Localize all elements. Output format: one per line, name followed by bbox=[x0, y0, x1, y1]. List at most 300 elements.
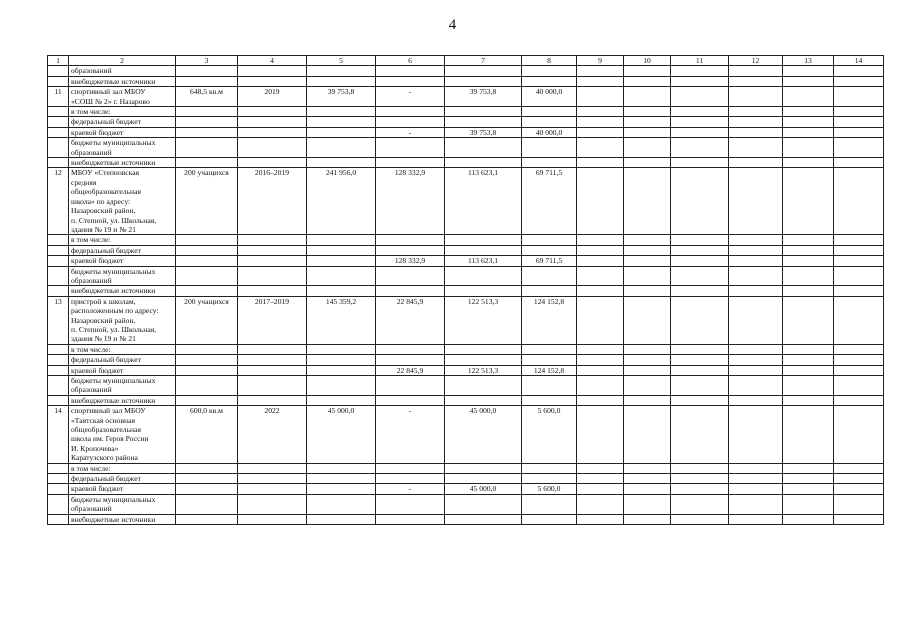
value-cell bbox=[376, 514, 445, 524]
row-number-cell bbox=[48, 514, 69, 524]
description-cell: спортивный зал МБОУ «СОШ № 2» г. Назарово bbox=[69, 87, 176, 107]
table-row bbox=[48, 286, 884, 296]
empty-cell bbox=[624, 514, 671, 524]
row-number-cell bbox=[48, 158, 69, 168]
empty-cell bbox=[577, 484, 624, 494]
value-cell bbox=[376, 344, 445, 354]
value-cell bbox=[445, 355, 522, 365]
empty-cell bbox=[783, 286, 834, 296]
empty-cell bbox=[834, 484, 884, 494]
value-cell: 648,5 кв.м bbox=[176, 87, 238, 107]
empty-cell bbox=[834, 406, 884, 463]
empty-cell bbox=[783, 66, 834, 76]
empty-cell bbox=[834, 494, 884, 514]
empty-cell bbox=[577, 87, 624, 107]
value-cell: 600,0 кв.м bbox=[176, 406, 238, 463]
value-cell bbox=[376, 494, 445, 514]
table-row bbox=[48, 107, 884, 117]
empty-cell bbox=[577, 286, 624, 296]
empty-cell bbox=[671, 256, 729, 266]
row-number-cell bbox=[48, 344, 69, 354]
value-cell bbox=[445, 117, 522, 127]
value-cell bbox=[376, 138, 445, 158]
value-cell bbox=[176, 365, 238, 375]
empty-cell bbox=[729, 127, 783, 137]
value-cell bbox=[376, 76, 445, 86]
table-row bbox=[48, 168, 884, 235]
empty-cell bbox=[671, 355, 729, 365]
empty-cell bbox=[729, 365, 783, 375]
empty-cell bbox=[671, 344, 729, 354]
row-number-cell bbox=[48, 138, 69, 158]
value-cell bbox=[307, 245, 376, 255]
empty-cell bbox=[624, 395, 671, 405]
empty-cell bbox=[624, 484, 671, 494]
description-cell: краевой бюджет bbox=[69, 484, 176, 494]
header-cell: 14 bbox=[834, 56, 884, 66]
description-cell: краевой бюджет bbox=[69, 256, 176, 266]
empty-cell bbox=[671, 76, 729, 86]
empty-cell bbox=[834, 158, 884, 168]
empty-cell bbox=[834, 344, 884, 354]
value-cell bbox=[445, 494, 522, 514]
empty-cell bbox=[729, 484, 783, 494]
value-cell bbox=[445, 514, 522, 524]
empty-cell bbox=[834, 117, 884, 127]
row-number-cell bbox=[48, 463, 69, 473]
row-number-cell: 12 bbox=[48, 168, 69, 235]
table-row bbox=[48, 463, 884, 473]
empty-cell bbox=[834, 127, 884, 137]
table-row bbox=[48, 138, 884, 158]
empty-cell bbox=[783, 463, 834, 473]
value-cell bbox=[376, 355, 445, 365]
empty-cell bbox=[577, 117, 624, 127]
value-cell: 2022 bbox=[238, 406, 307, 463]
row-number-cell bbox=[48, 245, 69, 255]
value-cell bbox=[238, 365, 307, 375]
empty-cell bbox=[671, 87, 729, 107]
value-cell bbox=[522, 463, 577, 473]
header-cell: 5 bbox=[307, 56, 376, 66]
value-cell bbox=[445, 138, 522, 158]
value-cell bbox=[307, 514, 376, 524]
empty-cell bbox=[577, 256, 624, 266]
value-cell bbox=[522, 266, 577, 286]
empty-cell bbox=[783, 376, 834, 396]
table-row bbox=[48, 127, 884, 137]
empty-cell bbox=[783, 168, 834, 235]
value-cell bbox=[376, 266, 445, 286]
value-cell bbox=[445, 266, 522, 286]
value-cell bbox=[176, 66, 238, 76]
value-cell bbox=[176, 76, 238, 86]
value-cell: 5 600,0 bbox=[522, 406, 577, 463]
table-row bbox=[48, 376, 884, 396]
description-cell: МБОУ «Степновская средняя общеобразовательная школа» по адресу: Назаровский район, п. Степной, ул. Школьная, здания № 19 и № 21 bbox=[69, 168, 176, 235]
header-cell: 10 bbox=[624, 56, 671, 66]
value-cell bbox=[176, 395, 238, 405]
value-cell bbox=[176, 107, 238, 117]
table-row bbox=[48, 76, 884, 86]
empty-cell bbox=[729, 494, 783, 514]
description-cell: в том числе: bbox=[69, 235, 176, 245]
value-cell bbox=[376, 474, 445, 484]
description-cell: внебюджетные источники bbox=[69, 286, 176, 296]
empty-cell bbox=[729, 406, 783, 463]
table-row bbox=[48, 365, 884, 375]
empty-cell bbox=[783, 514, 834, 524]
value-cell bbox=[522, 117, 577, 127]
empty-cell bbox=[729, 66, 783, 76]
empty-cell bbox=[834, 365, 884, 375]
row-number-cell bbox=[48, 355, 69, 365]
value-cell bbox=[238, 474, 307, 484]
value-cell bbox=[522, 344, 577, 354]
value-cell: 122 513,3 bbox=[445, 365, 522, 375]
empty-cell bbox=[624, 266, 671, 286]
empty-cell bbox=[624, 107, 671, 117]
value-cell: 122 513,3 bbox=[445, 296, 522, 344]
table-row bbox=[48, 66, 884, 76]
empty-cell bbox=[624, 365, 671, 375]
header-cell: 3 bbox=[176, 56, 238, 66]
value-cell bbox=[522, 158, 577, 168]
empty-cell bbox=[783, 266, 834, 286]
empty-cell bbox=[729, 87, 783, 107]
empty-cell bbox=[834, 107, 884, 117]
description-cell: внебюджетные источники bbox=[69, 395, 176, 405]
empty-cell bbox=[729, 463, 783, 473]
value-cell bbox=[238, 484, 307, 494]
description-cell: в том числе: bbox=[69, 344, 176, 354]
table-row bbox=[48, 158, 884, 168]
table-row bbox=[48, 235, 884, 245]
description-cell: федеральный бюджет bbox=[69, 355, 176, 365]
table-row bbox=[48, 266, 884, 286]
value-cell bbox=[307, 138, 376, 158]
row-number-cell: 13 bbox=[48, 296, 69, 344]
description-cell: бюджеты муниципальных образований bbox=[69, 138, 176, 158]
empty-cell bbox=[834, 355, 884, 365]
value-cell bbox=[445, 158, 522, 168]
empty-cell bbox=[624, 296, 671, 344]
table-row bbox=[48, 256, 884, 266]
value-cell bbox=[176, 355, 238, 365]
value-cell bbox=[376, 117, 445, 127]
empty-cell bbox=[577, 127, 624, 137]
value-cell: 40 000,0 bbox=[522, 127, 577, 137]
empty-cell bbox=[624, 66, 671, 76]
header-cell: 1 bbox=[48, 56, 69, 66]
empty-cell bbox=[834, 286, 884, 296]
value-cell bbox=[376, 107, 445, 117]
row-number-cell: 14 bbox=[48, 406, 69, 463]
value-cell bbox=[238, 355, 307, 365]
empty-cell bbox=[834, 76, 884, 86]
value-cell: 128 332,9 bbox=[376, 256, 445, 266]
row-number-cell bbox=[48, 76, 69, 86]
empty-cell bbox=[624, 406, 671, 463]
empty-cell bbox=[783, 355, 834, 365]
value-cell bbox=[176, 484, 238, 494]
empty-cell bbox=[729, 245, 783, 255]
value-cell bbox=[176, 494, 238, 514]
value-cell bbox=[307, 286, 376, 296]
value-cell bbox=[307, 463, 376, 473]
table-row bbox=[48, 474, 884, 484]
value-cell bbox=[238, 66, 307, 76]
empty-cell bbox=[671, 484, 729, 494]
value-cell bbox=[238, 395, 307, 405]
empty-cell bbox=[671, 463, 729, 473]
empty-cell bbox=[729, 286, 783, 296]
table-row bbox=[48, 494, 884, 514]
value-cell: 124 152,8 bbox=[522, 365, 577, 375]
value-cell bbox=[238, 127, 307, 137]
empty-cell bbox=[624, 235, 671, 245]
empty-cell bbox=[729, 107, 783, 117]
value-cell bbox=[522, 66, 577, 76]
value-cell: 113 623,1 bbox=[445, 168, 522, 235]
empty-cell bbox=[834, 296, 884, 344]
empty-cell bbox=[671, 107, 729, 117]
empty-cell bbox=[783, 158, 834, 168]
empty-cell bbox=[729, 158, 783, 168]
value-cell bbox=[522, 76, 577, 86]
header-cell: 13 bbox=[783, 56, 834, 66]
empty-cell bbox=[671, 296, 729, 344]
empty-cell bbox=[783, 87, 834, 107]
empty-cell bbox=[834, 256, 884, 266]
value-cell bbox=[307, 344, 376, 354]
empty-cell bbox=[671, 245, 729, 255]
value-cell: 39 753,8 bbox=[445, 127, 522, 137]
table-row bbox=[48, 355, 884, 365]
empty-cell bbox=[624, 344, 671, 354]
row-number-cell bbox=[48, 484, 69, 494]
value-cell: - bbox=[376, 406, 445, 463]
value-cell bbox=[445, 286, 522, 296]
empty-cell bbox=[729, 138, 783, 158]
value-cell bbox=[522, 376, 577, 396]
empty-cell bbox=[783, 107, 834, 117]
table-row bbox=[48, 344, 884, 354]
value-cell bbox=[522, 474, 577, 484]
value-cell: 145 359,2 bbox=[307, 296, 376, 344]
value-cell bbox=[522, 138, 577, 158]
empty-cell bbox=[729, 395, 783, 405]
table-row bbox=[48, 296, 884, 344]
value-cell bbox=[307, 266, 376, 286]
value-cell bbox=[307, 158, 376, 168]
value-cell bbox=[176, 158, 238, 168]
value-cell bbox=[176, 344, 238, 354]
value-cell bbox=[445, 76, 522, 86]
row-number-cell bbox=[48, 127, 69, 137]
empty-cell bbox=[783, 365, 834, 375]
empty-cell bbox=[577, 376, 624, 396]
value-cell: 200 учащихся bbox=[176, 168, 238, 235]
value-cell bbox=[238, 514, 307, 524]
description-cell: образований bbox=[69, 66, 176, 76]
empty-cell bbox=[671, 158, 729, 168]
empty-cell bbox=[624, 87, 671, 107]
empty-cell bbox=[834, 245, 884, 255]
table-row bbox=[48, 87, 884, 107]
empty-cell bbox=[577, 138, 624, 158]
value-cell bbox=[307, 355, 376, 365]
table-body bbox=[48, 66, 884, 525]
empty-cell bbox=[577, 463, 624, 473]
empty-cell bbox=[729, 344, 783, 354]
empty-cell bbox=[577, 494, 624, 514]
value-cell: 45 000,0 bbox=[445, 406, 522, 463]
value-cell: 200 учащихся bbox=[176, 296, 238, 344]
header-cell: 4 bbox=[238, 56, 307, 66]
value-cell bbox=[238, 494, 307, 514]
empty-cell bbox=[671, 138, 729, 158]
value-cell bbox=[307, 107, 376, 117]
value-cell bbox=[376, 395, 445, 405]
empty-cell bbox=[624, 286, 671, 296]
description-cell: внебюджетные источники bbox=[69, 158, 176, 168]
description-cell: в том числе: bbox=[69, 463, 176, 473]
empty-cell bbox=[729, 235, 783, 245]
empty-cell bbox=[624, 245, 671, 255]
empty-cell bbox=[577, 474, 624, 484]
description-cell: бюджеты муниципальных образований bbox=[69, 376, 176, 396]
value-cell bbox=[238, 245, 307, 255]
value-cell: 5 600,0 bbox=[522, 484, 577, 494]
row-number-cell bbox=[48, 494, 69, 514]
empty-cell bbox=[671, 235, 729, 245]
empty-cell bbox=[783, 474, 834, 484]
budget-table bbox=[47, 55, 884, 525]
value-cell bbox=[307, 117, 376, 127]
empty-cell bbox=[729, 376, 783, 396]
value-cell bbox=[238, 376, 307, 396]
value-cell bbox=[445, 376, 522, 396]
empty-cell bbox=[729, 474, 783, 484]
value-cell bbox=[176, 463, 238, 473]
value-cell bbox=[238, 344, 307, 354]
header-cell: 11 bbox=[671, 56, 729, 66]
row-number-cell bbox=[48, 395, 69, 405]
value-cell bbox=[445, 474, 522, 484]
row-number-cell bbox=[48, 286, 69, 296]
row-number-cell bbox=[48, 107, 69, 117]
value-cell bbox=[307, 76, 376, 86]
value-cell bbox=[376, 286, 445, 296]
row-number-cell bbox=[48, 365, 69, 375]
value-cell bbox=[445, 395, 522, 405]
empty-cell bbox=[577, 514, 624, 524]
value-cell: 22 845,9 bbox=[376, 296, 445, 344]
value-cell: 2017–2019 bbox=[238, 296, 307, 344]
empty-cell bbox=[671, 117, 729, 127]
value-cell bbox=[176, 235, 238, 245]
empty-cell bbox=[729, 355, 783, 365]
value-cell bbox=[238, 256, 307, 266]
empty-cell bbox=[671, 376, 729, 396]
value-cell: 39 753,8 bbox=[445, 87, 522, 107]
value-cell bbox=[445, 463, 522, 473]
value-cell bbox=[238, 138, 307, 158]
empty-cell bbox=[729, 514, 783, 524]
value-cell bbox=[445, 235, 522, 245]
empty-cell bbox=[671, 266, 729, 286]
empty-cell bbox=[834, 66, 884, 76]
value-cell bbox=[307, 66, 376, 76]
description-cell: пристрой к школам, расположенным по адресу: Назаровский район, п. Степной, ул. Школьная, здания № 19 и № 21 bbox=[69, 296, 176, 344]
row-number-cell bbox=[48, 117, 69, 127]
value-cell bbox=[376, 235, 445, 245]
value-cell bbox=[376, 66, 445, 76]
value-cell: 39 753,8 bbox=[307, 87, 376, 107]
value-cell bbox=[307, 484, 376, 494]
value-cell bbox=[176, 138, 238, 158]
empty-cell bbox=[671, 168, 729, 235]
empty-cell bbox=[834, 395, 884, 405]
empty-cell bbox=[577, 365, 624, 375]
empty-cell bbox=[624, 494, 671, 514]
table-header bbox=[48, 56, 884, 66]
empty-cell bbox=[783, 76, 834, 86]
empty-cell bbox=[671, 66, 729, 76]
empty-cell bbox=[577, 406, 624, 463]
empty-cell bbox=[834, 474, 884, 484]
empty-cell bbox=[783, 245, 834, 255]
empty-cell bbox=[783, 127, 834, 137]
value-cell bbox=[522, 245, 577, 255]
empty-cell bbox=[671, 286, 729, 296]
empty-cell bbox=[577, 107, 624, 117]
empty-cell bbox=[729, 266, 783, 286]
empty-cell bbox=[834, 87, 884, 107]
empty-cell bbox=[577, 395, 624, 405]
empty-cell bbox=[577, 296, 624, 344]
value-cell bbox=[238, 76, 307, 86]
value-cell bbox=[522, 514, 577, 524]
description-cell: федеральный бюджет bbox=[69, 245, 176, 255]
table-row bbox=[48, 514, 884, 524]
description-cell: в том числе: bbox=[69, 107, 176, 117]
header-cell: 9 bbox=[577, 56, 624, 66]
empty-cell bbox=[671, 514, 729, 524]
empty-cell bbox=[624, 256, 671, 266]
value-cell: - bbox=[376, 484, 445, 494]
value-cell bbox=[238, 235, 307, 245]
empty-cell bbox=[577, 266, 624, 286]
description-cell: краевой бюджет bbox=[69, 127, 176, 137]
empty-cell bbox=[624, 168, 671, 235]
table-row bbox=[48, 484, 884, 494]
value-cell bbox=[376, 376, 445, 396]
value-cell bbox=[522, 286, 577, 296]
value-cell bbox=[307, 474, 376, 484]
value-cell: 113 623,1 bbox=[445, 256, 522, 266]
value-cell bbox=[522, 494, 577, 514]
value-cell bbox=[445, 107, 522, 117]
empty-cell bbox=[671, 365, 729, 375]
empty-cell bbox=[577, 344, 624, 354]
value-cell bbox=[307, 395, 376, 405]
empty-cell bbox=[577, 168, 624, 235]
table-row bbox=[48, 395, 884, 405]
value-cell: 22 845,9 bbox=[376, 365, 445, 375]
page-number: 4 bbox=[448, 17, 457, 33]
